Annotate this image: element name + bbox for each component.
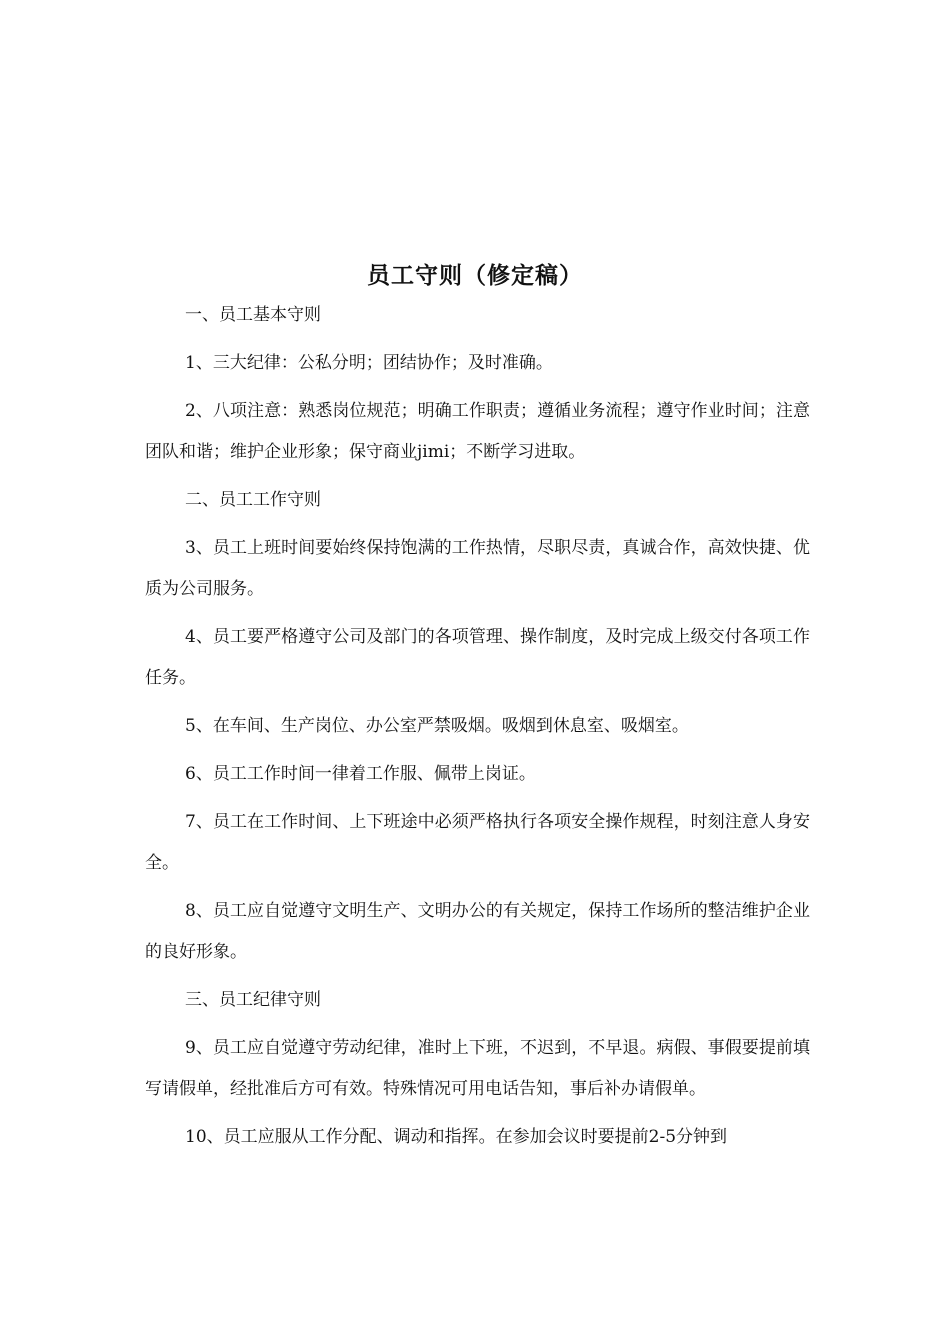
rule-paragraph-7: 7、员工在工作时间、上下班途中必须严格执行各项安全操作规程，时刻注意人身安全。 xyxy=(145,812,810,873)
section-heading-work-rules: 二、员工工作守则 xyxy=(185,490,321,510)
document-body xyxy=(145,295,810,1165)
rule-paragraph-9: 9、员工应自觉遵守劳动纪律，准时上下班，不迟到，不早退。病假、事假要提前填写请假单，经批准后方可有效。特殊情况可用电话告知，事后补办请假单。 xyxy=(145,1038,810,1099)
rule-paragraph-3: 3、员工上班时间要始终保持饱满的工作热情，尽职尽责，真诚合作，高效快捷、优质为公司服务。 xyxy=(145,538,810,599)
rule-paragraph-2: 2、八项注意：熟悉岗位规范；明确工作职责；遵循业务流程；遵守作业时间；注意团队和谐；维护企业形象；保守商业jimi；不断学习进取。 xyxy=(145,401,810,462)
rule-paragraph-6: 6、员工工作时间一律着工作服、佩带上岗证。 xyxy=(185,764,536,784)
rule-paragraph-4: 4、员工要严格遵守公司及部门的各项管理、操作制度，及时完成上级交付各项工作任务。 xyxy=(145,627,810,688)
rule-paragraph-10: 10、员工应服从工作分配、调动和指挥。在参加会议时要提前2-5分钟到 xyxy=(185,1127,728,1147)
document-title: 员工守则（修定稿） xyxy=(367,262,583,289)
rule-paragraph-5: 5、在车间、生产岗位、办公室严禁吸烟。吸烟到休息室、吸烟室。 xyxy=(185,716,689,736)
section-heading-basic-rules: 一、员工基本守则 xyxy=(185,305,321,325)
rule-paragraph-1: 1、三大纪律：公私分明；团结协作；及时准确。 xyxy=(185,353,553,373)
rule-paragraph-8: 8、员工应自觉遵守文明生产、文明办公的有关规定，保持工作场所的整洁维护企业的良好形象。 xyxy=(145,901,810,962)
section-heading-discipline-rules: 三、员工纪律守则 xyxy=(185,990,321,1010)
